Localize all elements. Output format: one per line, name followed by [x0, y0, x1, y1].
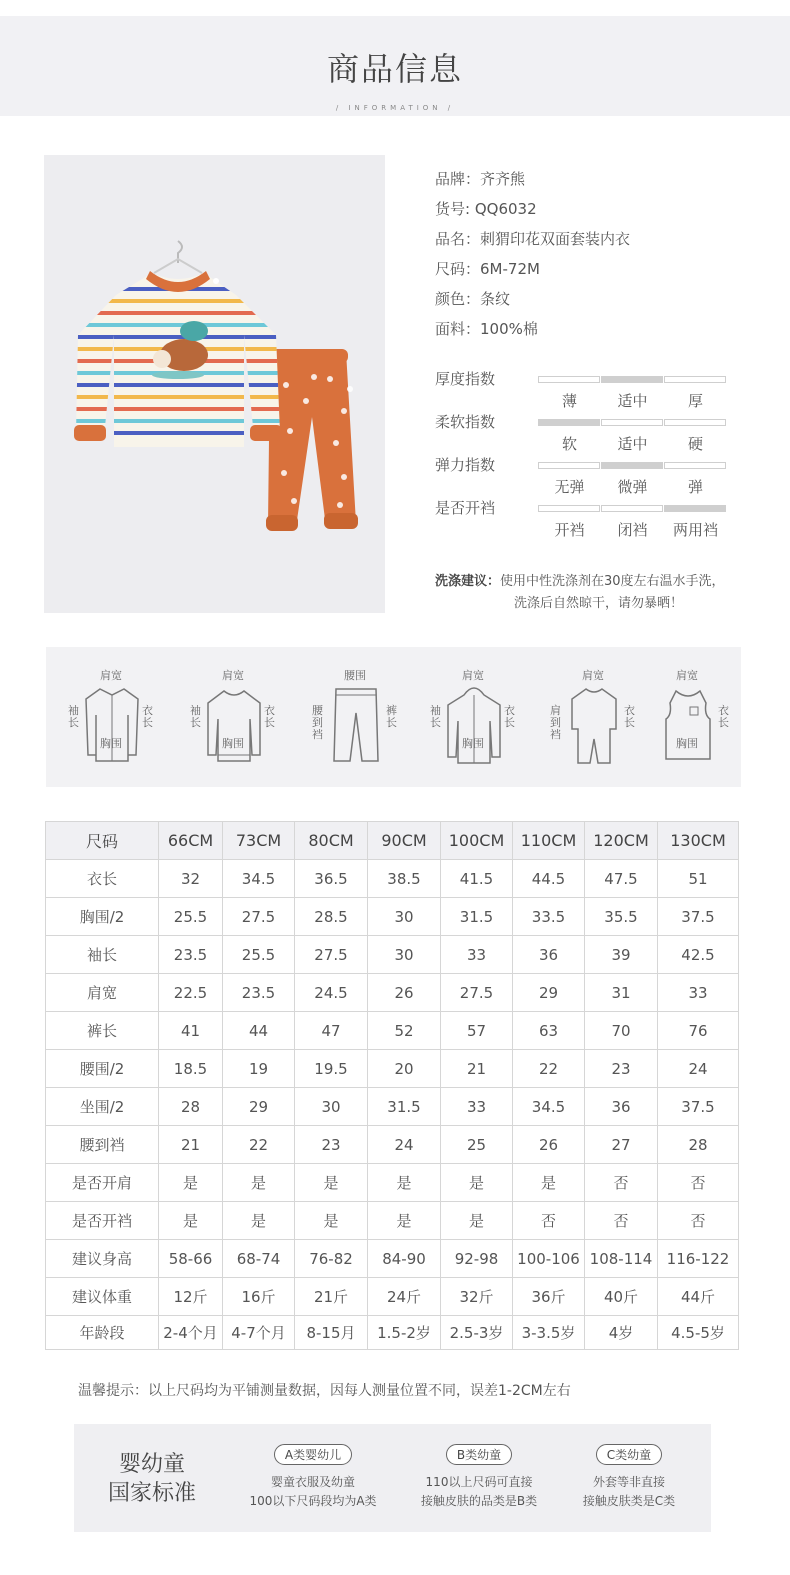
- class-description: 110以上尺码可直接 接触皮肤的品类是B类: [420, 1475, 538, 1508]
- table-cell: 是: [223, 1164, 295, 1202]
- table-cell: 23: [585, 1050, 658, 1088]
- size-table: [45, 821, 739, 1350]
- diagram-right-label: 裤长: [386, 704, 397, 729]
- index-option: 适中: [617, 392, 648, 410]
- table-cell: 44.5: [513, 860, 585, 898]
- table-row: [46, 936, 739, 974]
- table-cell: 21斤: [295, 1278, 368, 1316]
- table-cell: 24: [368, 1126, 441, 1164]
- index-seg: [538, 462, 600, 469]
- index-seg-selected: [538, 419, 600, 426]
- table-header-cell: 73CM: [223, 822, 295, 860]
- table-cell: 是否开肩: [46, 1164, 159, 1202]
- table-cell: 22: [513, 1050, 585, 1088]
- index-option: 弹: [687, 478, 703, 496]
- table-cell: 22: [223, 1126, 295, 1164]
- table-cell: 57: [441, 1012, 513, 1050]
- diagram-mid-label: 胸围: [676, 737, 698, 750]
- table-row: [46, 1050, 739, 1088]
- table-cell: 2-4个月: [159, 1316, 223, 1350]
- index-option: 软: [561, 435, 577, 453]
- table-cell: 24.5: [295, 974, 368, 1012]
- index-option: 无弹: [554, 478, 585, 496]
- class-badge: A类婴幼儿: [274, 1444, 352, 1465]
- thickness-index: [435, 368, 735, 412]
- info-fabric: 面料：100%棉: [435, 320, 538, 338]
- national-standard-panel: [74, 1424, 711, 1532]
- table-cell: 68-74: [223, 1240, 295, 1278]
- table-cell: 是: [223, 1202, 295, 1240]
- index-seg-selected: [601, 462, 663, 469]
- diagram-mid-label: 胸围: [222, 737, 244, 750]
- table-cell: 34.5: [223, 860, 295, 898]
- table-cell: 84-90: [368, 1240, 441, 1278]
- info-brand: 品牌：齐齐熊: [435, 170, 526, 188]
- table-row: [46, 1278, 739, 1316]
- table-cell: 23: [295, 1126, 368, 1164]
- table-cell: 8-15月: [295, 1316, 368, 1350]
- table-cell: 建议体重: [46, 1278, 159, 1316]
- table-cell: 否: [658, 1164, 739, 1202]
- info-sku: 货号: QQ6032: [435, 200, 537, 218]
- table-row: [46, 1316, 739, 1350]
- softness-index: [435, 411, 735, 455]
- table-cell: 肩宽: [46, 974, 159, 1012]
- index-label: 弹力指数: [435, 456, 496, 474]
- table-cell: 31.5: [441, 898, 513, 936]
- table-cell: 36: [513, 936, 585, 974]
- table-cell: 4-7个月: [223, 1316, 295, 1350]
- table-cell: 12斤: [159, 1278, 223, 1316]
- table-cell: 44斤: [658, 1278, 739, 1316]
- index-seg: [664, 462, 726, 469]
- table-row: [46, 1202, 739, 1240]
- table-row: [46, 1240, 739, 1278]
- table-cell: 否: [585, 1202, 658, 1240]
- table-cell: 是否开裆: [46, 1202, 159, 1240]
- wash-line1: 使用中性洗涤剂在30度左右温水手洗，: [500, 574, 725, 589]
- table-cell: 是: [295, 1164, 368, 1202]
- diagram-mid-label: 胸围: [100, 737, 122, 750]
- table-cell: 42.5: [658, 936, 739, 974]
- index-option: 硬: [687, 435, 703, 453]
- product-info-list: [435, 168, 755, 348]
- diagram-left-label: 袖长: [430, 704, 441, 729]
- index-bar: [538, 376, 727, 383]
- table-cell: 34.5: [513, 1088, 585, 1126]
- table-cell: 18.5: [159, 1050, 223, 1088]
- table-cell: 23.5: [159, 936, 223, 974]
- table-cell: 27: [585, 1126, 658, 1164]
- table-cell: 63: [513, 1012, 585, 1050]
- diagram-top-label: 肩宽: [462, 669, 484, 682]
- table-cell: 25.5: [159, 898, 223, 936]
- table-header-cell: 100CM: [441, 822, 513, 860]
- index-label: 柔软指数: [435, 413, 496, 431]
- table-cell: 58-66: [159, 1240, 223, 1278]
- table-cell: 21: [159, 1126, 223, 1164]
- index-option: 开裆: [554, 521, 585, 539]
- table-cell: 年龄段: [46, 1316, 159, 1350]
- table-cell: 30: [368, 898, 441, 936]
- table-cell: 3-3.5岁: [513, 1316, 585, 1350]
- index-option: 微弹: [617, 478, 648, 496]
- standard-class-a: [238, 1444, 388, 1511]
- info-size: 尺码：6M-72M: [435, 260, 540, 278]
- table-row: [46, 1088, 739, 1126]
- index-options: [538, 519, 727, 540]
- index-seg-selected: [664, 505, 726, 512]
- table-cell: 19: [223, 1050, 295, 1088]
- table-cell: 100-106: [513, 1240, 585, 1278]
- table-cell: 39: [585, 936, 658, 974]
- index-options: [538, 390, 727, 411]
- table-header-cell: 66CM: [159, 822, 223, 860]
- index-option: 两用裆: [672, 521, 718, 539]
- table-cell: 36.5: [295, 860, 368, 898]
- index-bar: [538, 419, 727, 426]
- index-seg: [601, 505, 663, 512]
- wash-line2: 洗涤后自然晾干，请勿暴晒！: [514, 596, 684, 611]
- index-seg-selected: [601, 376, 663, 383]
- table-cell: 27.5: [441, 974, 513, 1012]
- diagram-left-label: 腰到裆: [312, 704, 323, 741]
- table-cell: 4.5-5岁: [658, 1316, 739, 1350]
- table-cell: 20: [368, 1050, 441, 1088]
- table-cell: 23.5: [223, 974, 295, 1012]
- table-row: [46, 974, 739, 1012]
- table-cell: 33.5: [513, 898, 585, 936]
- table-cell: 是: [441, 1164, 513, 1202]
- diagram-right-label: 衣长: [504, 704, 515, 729]
- table-cell: 70: [585, 1012, 658, 1050]
- table-cell: 36: [585, 1088, 658, 1126]
- diagram-left-label: 袖长: [190, 704, 201, 729]
- diagram-right-label: 衣长: [264, 704, 275, 729]
- table-header-cell: 90CM: [368, 822, 441, 860]
- table-cell: 33: [658, 974, 739, 1012]
- table-header-cell: 120CM: [585, 822, 658, 860]
- crotch-index: [435, 497, 735, 541]
- pajama-set-illustration: [44, 155, 385, 613]
- table-header-row: [46, 822, 739, 860]
- table-cell: 是: [513, 1164, 585, 1202]
- table-cell: 24: [658, 1050, 739, 1088]
- diagram-vest: [632, 647, 742, 787]
- product-photo: [44, 155, 385, 613]
- diagram-sweater: [178, 647, 288, 787]
- index-seg: [538, 376, 600, 383]
- table-cell: 30: [295, 1088, 368, 1126]
- table-cell: 是: [368, 1164, 441, 1202]
- shirt-icon: [84, 685, 140, 765]
- table-cell: 35.5: [585, 898, 658, 936]
- table-header-cell: 尺码: [46, 822, 159, 860]
- table-cell: 29: [513, 974, 585, 1012]
- table-cell: 27.5: [223, 898, 295, 936]
- table-cell: 28: [658, 1126, 739, 1164]
- table-cell: 16斤: [223, 1278, 295, 1316]
- class-description: 外套等非直接 接触皮肤类是C类: [582, 1475, 676, 1508]
- table-cell: 29: [223, 1088, 295, 1126]
- table-header-cell: 130CM: [658, 822, 739, 860]
- diagram-hoodie: [418, 647, 528, 787]
- table-header-cell: 110CM: [513, 822, 585, 860]
- index-label: 是否开裆: [435, 499, 496, 517]
- table-cell: 26: [368, 974, 441, 1012]
- diagram-pants: [300, 647, 410, 787]
- romper-icon: [566, 685, 622, 765]
- table-cell: 92-98: [441, 1240, 513, 1278]
- table-cell: 37.5: [658, 898, 739, 936]
- table-cell: 24斤: [368, 1278, 441, 1316]
- table-cell: 袖长: [46, 936, 159, 974]
- table-cell: 衣长: [46, 860, 159, 898]
- wash-label: 洗涤建议：: [435, 574, 501, 589]
- index-options: [538, 476, 727, 497]
- table-cell: 是: [368, 1202, 441, 1240]
- table-cell: 建议身高: [46, 1240, 159, 1278]
- index-options: [538, 433, 727, 454]
- table-cell: 36斤: [513, 1278, 585, 1316]
- index-seg: [601, 419, 663, 426]
- index-bar: [538, 462, 727, 469]
- table-cell: 47.5: [585, 860, 658, 898]
- table-cell: 31.5: [368, 1088, 441, 1126]
- table-cell: 33: [441, 936, 513, 974]
- table-cell: 22.5: [159, 974, 223, 1012]
- table-cell: 19.5: [295, 1050, 368, 1088]
- index-seg: [664, 376, 726, 383]
- diagram-top-label: 肩宽: [582, 669, 604, 682]
- diagram-right-label: 衣长: [142, 704, 153, 729]
- table-cell: 47: [295, 1012, 368, 1050]
- table-cell: 裤长: [46, 1012, 159, 1050]
- vest-icon: [660, 685, 716, 765]
- diagram-right-label: 衣长: [624, 704, 635, 729]
- standard-class-b: [404, 1444, 554, 1511]
- elasticity-index: [435, 454, 735, 498]
- section-title: 商品信息: [326, 50, 463, 88]
- table-cell: 28.5: [295, 898, 368, 936]
- pants-icon: [328, 685, 384, 765]
- table-cell: 76-82: [295, 1240, 368, 1278]
- table-cell: 1.5-2岁: [368, 1316, 441, 1350]
- table-cell: 2.5-3岁: [441, 1316, 513, 1350]
- table-cell: 否: [585, 1164, 658, 1202]
- table-cell: 是: [159, 1164, 223, 1202]
- wash-advice: [435, 571, 765, 615]
- table-cell: 26: [513, 1126, 585, 1164]
- table-cell: 是: [159, 1202, 223, 1240]
- table-cell: 30: [368, 936, 441, 974]
- sweater-icon: [206, 685, 262, 765]
- diagram-mid-label: 胸围: [462, 737, 484, 750]
- diagram-top-label: 肩宽: [676, 669, 698, 682]
- table-row: [46, 1012, 739, 1050]
- table-header-cell: 80CM: [295, 822, 368, 860]
- index-seg: [538, 505, 600, 512]
- table-cell: 116-122: [658, 1240, 739, 1278]
- table-cell: 41.5: [441, 860, 513, 898]
- section-subtitle: / INFORMATION /: [335, 104, 455, 112]
- table-cell: 4岁: [585, 1316, 658, 1350]
- table-cell: 胸围/2: [46, 898, 159, 936]
- table-cell: 31: [585, 974, 658, 1012]
- class-description: 婴童衣服及幼童 100以下尺码段均为A类: [249, 1475, 377, 1508]
- table-cell: 108-114: [585, 1240, 658, 1278]
- measurement-diagrams: [46, 647, 741, 787]
- table-cell: 27.5: [295, 936, 368, 974]
- table-cell: 否: [513, 1202, 585, 1240]
- table-row: [46, 898, 739, 936]
- info-color: 颜色：条纹: [435, 290, 511, 308]
- table-cell: 37.5: [658, 1088, 739, 1126]
- table-cell: 52: [368, 1012, 441, 1050]
- table-cell: 25.5: [223, 936, 295, 974]
- diagram-left-label: 袖长: [68, 704, 79, 729]
- table-cell: 是: [441, 1202, 513, 1240]
- diagram-right-label: 衣长: [718, 704, 729, 729]
- table-cell: 32: [159, 860, 223, 898]
- index-bar: [538, 505, 727, 512]
- diagram-top-label: 肩宽: [100, 669, 122, 682]
- class-badge: C类幼童: [596, 1444, 662, 1465]
- table-cell: 76: [658, 1012, 739, 1050]
- hoodie-icon: [446, 685, 502, 765]
- diagram-top-label: 肩宽: [222, 669, 244, 682]
- table-row: [46, 860, 739, 898]
- index-option: 适中: [617, 435, 648, 453]
- diagram-top-label: 腰围: [344, 669, 366, 682]
- table-cell: 38.5: [368, 860, 441, 898]
- table-cell: 41: [159, 1012, 223, 1050]
- section-header: [0, 16, 790, 116]
- diagram-left-label: 肩到裆: [550, 704, 561, 741]
- info-name: 品名：刺猬印花双面套装内衣: [435, 230, 631, 248]
- table-cell: 坐围/2: [46, 1088, 159, 1126]
- table-row: [46, 1164, 739, 1202]
- table-cell: 腰围/2: [46, 1050, 159, 1088]
- table-cell: 否: [658, 1202, 739, 1240]
- class-badge: B类幼童: [446, 1444, 512, 1465]
- measurement-tip: 温馨提示：以上尺码均为平铺测量数据，因每人测量位置不同，误差1-2CM左右: [78, 1383, 571, 1399]
- table-cell: 是: [295, 1202, 368, 1240]
- standard-class-c: [554, 1444, 704, 1511]
- index-option: 厚: [687, 392, 703, 410]
- index-option: 闭裆: [617, 521, 648, 539]
- table-cell: 32斤: [441, 1278, 513, 1316]
- standard-title: 婴幼童 国家标准: [107, 1452, 196, 1506]
- index-label: 厚度指数: [435, 370, 496, 388]
- table-cell: 40斤: [585, 1278, 658, 1316]
- index-seg: [664, 419, 726, 426]
- table-cell: 腰到裆: [46, 1126, 159, 1164]
- diagram-shirt: [56, 647, 166, 787]
- table-cell: 21: [441, 1050, 513, 1088]
- table-cell: 51: [658, 860, 739, 898]
- index-option: 薄: [561, 392, 577, 410]
- table-cell: 25: [441, 1126, 513, 1164]
- table-cell: 44: [223, 1012, 295, 1050]
- table-row: [46, 1126, 739, 1164]
- table-cell: 33: [441, 1088, 513, 1126]
- table-cell: 28: [159, 1088, 223, 1126]
